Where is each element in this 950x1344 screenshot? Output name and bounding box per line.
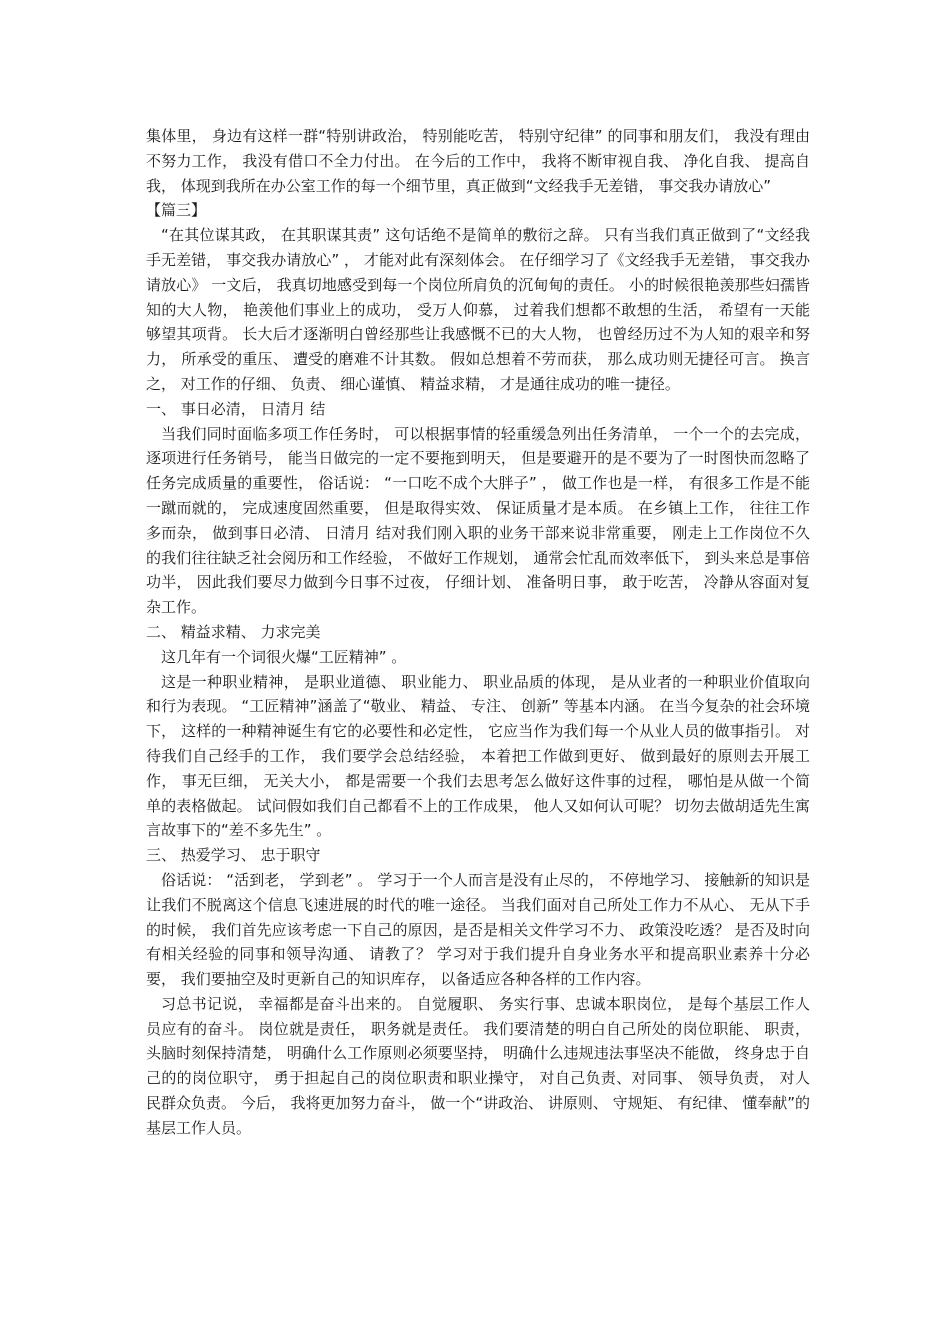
document-body xyxy=(146,124,810,1141)
section-label: 【篇三】 xyxy=(146,201,207,220)
paragraph-1: “在其位谋其政， 在其职谋其责” 这句话绝不是简单的敷衍之辞。 只有当我们真正做到了“文经我手无差错， 事交我办请放心” ， 才能对此有深刻体会。 在仔细学习了《文经我手无差错， 事交我办请放心》 一文后， 我真切地感受到每一个岗位所肩负的沉甸甸的责任。 小的时候很艳羡那些妇孺皆知的大人物， 艳羡他们事业上的成功， 受万人仰慕， 过着我们想都不敢想的生活， 希望有一天能够望其项背。 长大后才逐渐明白曾经那些让我感慨不已的大人物， 也曾经历过不为人知的艰辛和努力， 所承受的重压、 遭受的磨难不计其数。 假如总想着不劳而获， 那么成功则无捷径可言。 换言之， 对工作的仔细、 负责、 细心谨慎、 精益求精， 才是通往成功的唯一捷径。 xyxy=(146,226,810,393)
paragraph-3a: 这几年有一个词很火爆“工匠精神” 。 xyxy=(161,647,407,666)
paragraph-3b: 这是一种职业精神， 是职业道德、 职业能力、 职业品质的体现， 是从业者的一种职业价值取向和行为表现。 “工匠精神”涵盖了“敬业、 精益、 专注、 创新” 等基本内涵。 在当今复杂的社会环境下， 这样的一种精神诞生有它的必要性和必定性， 它应当作为我们每一个从业人员的做事指引。 对待我们自己经手的工作， 我们要学会总结经验， 本着把工作做到更好、 做到最好的原则去开展工作， 事无巨细， 无关大小， 都是需要一个我们去思考怎么做好这件事的过程， 哪怕是从做一个简单的表格做起。 试问假如我们自己都看不上的工作成果， 他人又如何认可呢？ 切勿去做胡适先生寓言故事下的“差不多先生” 。 xyxy=(146,672,810,840)
paragraph-2: 当我们同时面临多项工作任务时， 可以根据事情的轻重缓急列出任务清单， 一个一个的去完成， 逐项进行任务销号， 能当日做完的一定不要拖到明天， 但是要避开的是不要为了一时图快而忽略了任务完成质量的重要性， 俗话说： “一口吃不成个大胖子” ， 做工作也是一样， 有很多工作是不能一蹴而就的， 完成速度固然重要， 但是取得实效、 保证质量才是本质。 在乡镇上工作， 往往工作多而杂， 做到事日必清、 日清月 结对我们刚入职的业务干部来说非常重要， 刚走上工作岗位不久的我们往往缺乏社会阅历和工作经验， 不做好工作规划， 通常会忙乱而效率低下， 到头来总是事倍功半， 因此我们要尽力做到今日事不过夜， 仔细计划、 准备明日事， 敢于吃苦， 冷静从容面对复杂工作。 xyxy=(146,424,810,617)
heading-1: 一、 事日必清， 日清月 结 xyxy=(146,399,326,418)
heading-2: 二、 精益求精、 力求完美 xyxy=(146,622,321,641)
paragraph-4: 俗话说： “活到老， 学到老” 。 学习于一个人而言是没有止尽的， 不停地学习、 接触新的知识是让我们不脱离这个信息飞速进展的时代的唯一途径。 当我们面对自己所处工作力不从心、 无从下手的时候， 我们首先应该考虑一下自己的原因，是否是相关文件学习不力、 政策没吃透？ 是否及时向有相关经验的同事和领导沟通、 请教了？ 学习对于我们提升自身业务水平和提高职业素养十分必要， 我们要抽空及时更新自己的知识库存， 以备适应各种各样的工作内容。 xyxy=(146,870,810,989)
paragraph-5: 习总书记说， 幸福都是奋斗出来的。 自觉履职、 务实行事、忠诚本职岗位， 是每个基层工作人员应有的奋斗。 岗位就是责任， 职务就是责任。 我们要清楚的明白自己所处的岗位职能、 职责， 头脑时刻保持清楚， 明确什么工作原则必须要坚持， 明确什么违规违法事坚决不能做， 终身忠于自己的的岗位职守， 勇于担起自己的岗位职责和职业操守， 对自己负责、对同事、 领导负责， 对人民群众负责。 今后， 我将更加努力奋斗， 做一个“讲政治、 讲原则、 守规矩、 有纪律、 懂奉献”的基层工作人员。 xyxy=(146,994,810,1137)
heading-3: 三、 热爱学习、 忠于职守 xyxy=(146,846,321,865)
intro-paragraph: 集体里， 身边有这样一群“特别讲政治， 特别能吃苦， 特别守纪律” 的同事和朋友们， 我没有理由不努力工作， 我没有借口不全力付出。 在今后的工作中， 我将不断审视自我、 净化自我、 提高自我， 体现到我所在办公室工作的每一个细节里，真正做到“文经我手无差错， 事交我办请放心” xyxy=(146,127,810,195)
